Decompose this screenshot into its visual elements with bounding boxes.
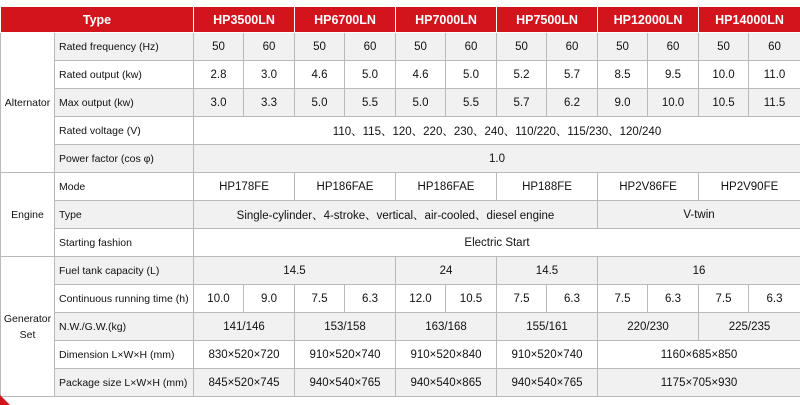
cell: HP178FE xyxy=(194,173,295,201)
cell: 24 xyxy=(396,257,497,285)
model-header: HP12000LN xyxy=(598,7,699,33)
group-label-line: Set xyxy=(19,328,36,341)
cell: 5.0 xyxy=(295,89,345,117)
model-header: HP3500LN xyxy=(194,7,295,33)
cell: 14.5 xyxy=(497,257,598,285)
group-alternator: Alternator xyxy=(1,33,55,173)
cell: 14.5 xyxy=(194,257,396,285)
cell: 940×540×765 xyxy=(295,369,396,397)
row-rated-frequency xyxy=(1,33,800,61)
cell: HP188FE xyxy=(497,173,598,201)
cell: 163/168 xyxy=(396,313,497,341)
row-label: Power factor (cos φ) xyxy=(55,145,194,173)
cell: Electric Start xyxy=(194,229,800,257)
cell: 3.0 xyxy=(194,89,244,117)
cell: 6.3 xyxy=(547,285,598,313)
cell: 2.8 xyxy=(194,61,244,89)
corner-accent xyxy=(0,395,10,405)
group-engine: Engine xyxy=(1,173,55,257)
cell: 5.5 xyxy=(446,89,497,117)
row-label: Fuel tank capacity (L) xyxy=(55,257,194,285)
cell: 153/158 xyxy=(295,313,396,341)
cell: 16 xyxy=(598,257,800,285)
row-running-time xyxy=(1,285,800,313)
cell: 50 xyxy=(598,33,648,61)
cell: 10.5 xyxy=(699,89,749,117)
type-header: Type xyxy=(1,7,194,33)
header-row xyxy=(1,7,800,33)
cell: 7.5 xyxy=(497,285,547,313)
row-label: Max output (kw) xyxy=(55,89,194,117)
spec-table xyxy=(0,6,800,397)
cell: 141/146 xyxy=(194,313,295,341)
row-engine-type xyxy=(1,201,800,229)
cell: 10.0 xyxy=(194,285,244,313)
model-header: HP6700LN xyxy=(295,7,396,33)
cell: 50 xyxy=(699,33,749,61)
group-generator-set xyxy=(1,257,55,397)
cell: 50 xyxy=(396,33,446,61)
cell: 5.0 xyxy=(396,89,446,117)
cell: 11.0 xyxy=(749,61,800,89)
group-label-line: Generator xyxy=(3,312,52,325)
row-label: Continuous running time (h) xyxy=(55,285,194,313)
model-header: HP7000LN xyxy=(396,7,497,33)
cell: 11.5 xyxy=(749,89,800,117)
cell: HP2V86FE xyxy=(598,173,699,201)
cell: 8.5 xyxy=(598,61,648,89)
row-label: Rated frequency (Hz) xyxy=(55,33,194,61)
cell: 50 xyxy=(194,33,244,61)
cell: 9.5 xyxy=(648,61,699,89)
cell: V-twin xyxy=(598,201,800,229)
cell: 940×540×865 xyxy=(396,369,497,397)
cell: 110、115、120、220、230、240、110/220、115/230、120/240 xyxy=(194,117,800,145)
cell: 1160×685×850 xyxy=(598,341,800,369)
row-max-output xyxy=(1,89,800,117)
row-label: Rated voltage (V) xyxy=(55,117,194,145)
row-label: N.W./G.W.(kg) xyxy=(55,313,194,341)
cell: 60 xyxy=(749,33,800,61)
cell: 5.5 xyxy=(345,89,396,117)
row-package-size xyxy=(1,369,800,397)
cell: 5.7 xyxy=(497,89,547,117)
cell: 830×520×720 xyxy=(194,341,295,369)
row-dimension xyxy=(1,341,800,369)
cell: 4.6 xyxy=(295,61,345,89)
row-label: Type xyxy=(55,201,194,229)
cell: 60 xyxy=(244,33,295,61)
cell: 10.5 xyxy=(446,285,497,313)
cell: HP186FAE xyxy=(396,173,497,201)
row-fuel-tank xyxy=(1,257,800,285)
row-label: Mode xyxy=(55,173,194,201)
cell: 3.0 xyxy=(244,61,295,89)
cell: HP2V90FE xyxy=(699,173,800,201)
cell: 50 xyxy=(497,33,547,61)
cell: 3.3 xyxy=(244,89,295,117)
cell: 1.0 xyxy=(194,145,800,173)
cell: 50 xyxy=(295,33,345,61)
row-power-factor xyxy=(1,145,800,173)
cell: 6.3 xyxy=(648,285,699,313)
cell: 5.2 xyxy=(497,61,547,89)
cell: 9.0 xyxy=(598,89,648,117)
cell: 10.0 xyxy=(699,61,749,89)
cell: 910×520×840 xyxy=(396,341,497,369)
cell: 60 xyxy=(446,33,497,61)
cell: 845×520×745 xyxy=(194,369,295,397)
cell: 6.2 xyxy=(547,89,598,117)
cell: 7.5 xyxy=(699,285,749,313)
cell: 220/230 xyxy=(598,313,699,341)
row-mode xyxy=(1,173,800,201)
cell: 60 xyxy=(547,33,598,61)
cell: 6.3 xyxy=(749,285,800,313)
row-label: Rated output (kw) xyxy=(55,61,194,89)
cell: Single-cylinder、4-stroke、vertical、air-cooled、diesel engine xyxy=(194,201,598,229)
cell: HP186FAE xyxy=(295,173,396,201)
row-starting-fashion xyxy=(1,229,800,257)
row-weight xyxy=(1,313,800,341)
row-label: Starting fashion xyxy=(55,229,194,257)
cell: 4.6 xyxy=(396,61,446,89)
cell: 1175×705×930 xyxy=(598,369,800,397)
cell: 5.7 xyxy=(547,61,598,89)
cell: 910×520×740 xyxy=(295,341,396,369)
cell: 60 xyxy=(648,33,699,61)
cell: 9.0 xyxy=(244,285,295,313)
cell: 7.5 xyxy=(295,285,345,313)
model-header: HP7500LN xyxy=(497,7,598,33)
cell: 5.0 xyxy=(446,61,497,89)
cell: 12.0 xyxy=(396,285,446,313)
row-rated-output xyxy=(1,61,800,89)
cell: 60 xyxy=(345,33,396,61)
cell: 940×540×765 xyxy=(497,369,598,397)
cell: 5.0 xyxy=(345,61,396,89)
row-label: Dimension L×W×H (mm) xyxy=(55,341,194,369)
cell: 7.5 xyxy=(598,285,648,313)
cell: 10.0 xyxy=(648,89,699,117)
cell: 155/161 xyxy=(497,313,598,341)
cell: 225/235 xyxy=(699,313,800,341)
model-header: HP14000LN xyxy=(699,7,800,33)
cell: 6.3 xyxy=(345,285,396,313)
row-rated-voltage xyxy=(1,117,800,145)
row-label: Package size L×W×H (mm) xyxy=(55,369,194,397)
cell: 910×520×740 xyxy=(497,341,598,369)
